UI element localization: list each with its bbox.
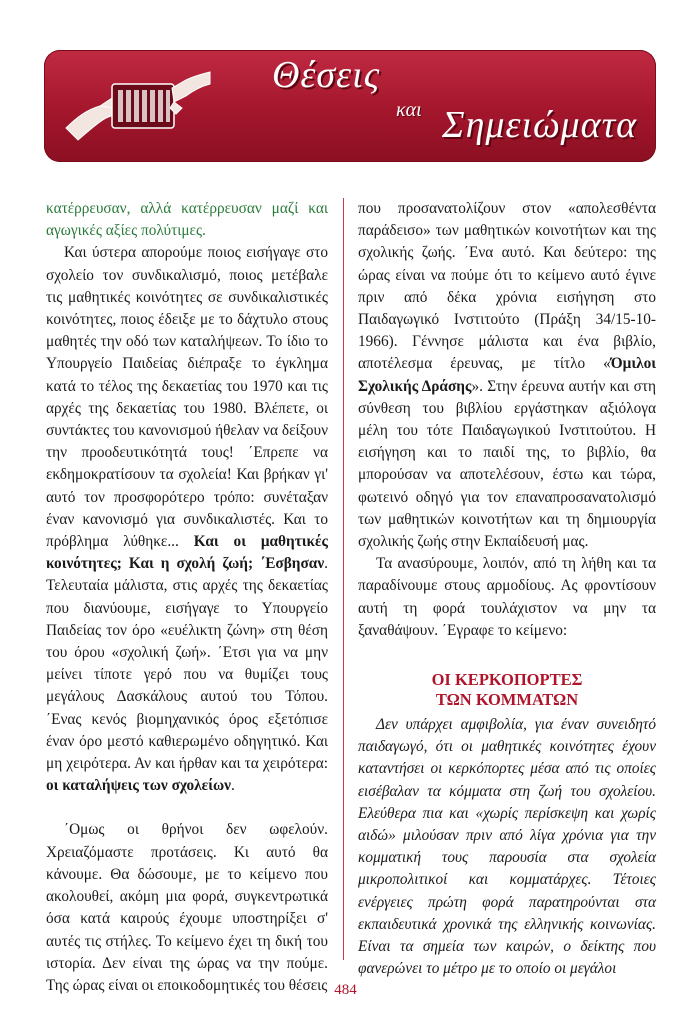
left-column (46, 198, 328, 997)
left-paragraph-1: κατέρρευσαν, αλλά κατέρρευσαν μαζί και αγωγικές αξίες πολύτιμες. (46, 200, 328, 240)
header-title-line2: Σημειώματα (442, 104, 638, 146)
right-p1-bold: Όμιλοι Σχολικής Δράσης (358, 355, 656, 395)
left-p2-text-a: Και ύστερα απορούμε ποιος εισήγαγε στο σχολείο τον συνδικαλισμό, ποιος μετέβαλε τις μαθητικές κοινότητες σε συνδικαλιστικές κοινότητες, ποιος έδειξε με το δάχτυλο στους μαθητές την οδό των καταλήψεων. Το ίδιο το Υπουργείο Παιδείας διέπραξε το έγκλημα κατά το τέλος της δεκαετίας του 1970 και τις αρχές της δεκαετίας του 1980. Βλέπετε, οι συντάκτες του κανονισμού ήθελαν να δείξουν την προοδευτικότητά τους! ΄Επρεπε να εκδημοκρατίσουν τα σχολεία! Και βρήκαν γι' αυτό τον προσφορότερο τρόπο: συνέταξαν έναν κανονισμό για συνδικαλιστές. Και το πρόβλημα λύθηκε... (46, 244, 328, 551)
hands-holding-tablet-illustration (62, 58, 212, 154)
header-title-line1: Θέσεις (272, 54, 381, 96)
right-p1-text-a: που προσανατολίζουν στον «απολεσθέντα παράδεισο» των μαθητικών κοινοτήτων και της σχολικής ζωής. ΄Ενα αυτό. Και δεύτερο: της ώρας είναι να πούμε ότι το κείμενο αυτό έγινε πριν από δέκα χρόνια εισήγηση στο Παιδαγωγικό Ινστιτούτο (Πράξη 34/15-10-1966). Γέννησε μάλιστα και ένα βιβλίο, αποτέλεσμα έρευνας, με τίτλο « (358, 200, 656, 373)
right-p1-text-b: ». Στην έρευνα αυτήν και στη σύνθεση του βιβλίου εργάστηκαν αξιόλογα μέλη του τότε Παιδαγωγικού Ινστιτούτου. Η εισήγηση και το παιδί της, το βιβλίο, θα μπορούσαν να αποτελέσουν, έστω και τώρα, φωτεινό οδηγό για τον επαναπροσανατολισμό των μαθητικών κοινοτήτων και τη δημιουργία σχολικής ζωής στην Εκπαίδευσή μας. (358, 377, 656, 551)
right-paragraph-3: Δεν υπάρχει αμφιβολία, για έναν συνειδητό παιδαγωγό, ότι οι μαθητικές κοινότητες έχουν καταντήσει οι κερκόπορτες μέσα από τις οποίες εισέβαλαν τα κόμματα στη ζωή του σχολείου. Ελεύθερα πια και «χωρίς περίσκεψη και χωρίς αιδώ» μιλούσαν πριν από λίγα χρόνια για την κομματική τους παρουσία στα σχολεία μικροπολιτικοί και κομματάρχες. Τέτοιες ενέργειες πρώτη φορά παρατηρούνται στα εκπαιδευτικά χρονικά της ελληνικής κοινωνίας. Είναι τα σημεία των καιρών, ο δείκτης που φανερώνει το μέτρο με το οποίο οι μεγάλοι (358, 716, 656, 978)
section-title-line-1: ΟΙ ΚΕΡΚΟΠΟΡΤΕΣ (431, 670, 583, 690)
section-title-line-2: ΤΩΝ ΚΟΜΜΑΤΩΝ (435, 690, 579, 710)
header-banner (44, 50, 656, 162)
left-paragraph-3: ΄Ομως οι θρήνοι δεν ωφελούν. Χρειαζόμαστε προτάσεις. Κι αυτό θα κάνουμε. Θα δώσουμε, με το κείμενο που ακολουθεί, ακόμη μια φορά, συγκεντρωτικά όσα κατά καιρούς έχουμε υποστηρίξει σ' αυτές τις στήλες. Το κείμενο έχει τη δική του ιστορία. Δεν είναι της ώρας να την πούμε. Της ώρας είναι οι εποικοδομητικές του θέσεις (46, 821, 328, 994)
page-number: 484 (334, 982, 357, 998)
right-column (358, 198, 656, 981)
column-divider (343, 198, 344, 960)
section-title (358, 670, 656, 710)
right-paragraph-1 (358, 198, 656, 553)
left-p2-bold-1: Και οι μαθητικές κοινότητες; Και η σχολή ζωή; ΄Εσβησαν (46, 533, 328, 573)
left-p2-bold-2: οι καταλήψεις των σχολείων (46, 777, 231, 795)
left-p2-text-b: . Τελευταία μάλιστα, στις αρχές της δεκαετίας που διανύουμε, εισήγαγε το Υπουργείο Παιδείας τον όρο «ευέλικτη ζώνη» στη θέση του όρου «σχολική ζωή». ΄Ετσι για να μην μείνει τίποτε γερό που να θυμίζει τους μεγάλους Δασκάλους αυτού του Τόπου. ΄Ενας κενός βιομηχανικός όρος εξετόπισε έναν όρο μεστό καθιερωμένο οδηγητικό. Και μη χειρότερα. Αν και ήρθαν και τα χειρότερα: (46, 555, 328, 773)
header-title-connector: και (396, 99, 422, 121)
right-paragraph-2: Τα ανασύρουμε, λοιπόν, από τη λήθη και τα παραδίνουμε στους αρμοδίους. Ας φροντίσουν αυτή τη φορά τουλάχιστον να μην τα ξαναθάψουν. ΄Εγραφε το κείμενο: (358, 555, 656, 639)
left-p2-text-c: . (230, 777, 235, 795)
left-paragraph-2 (46, 242, 328, 797)
